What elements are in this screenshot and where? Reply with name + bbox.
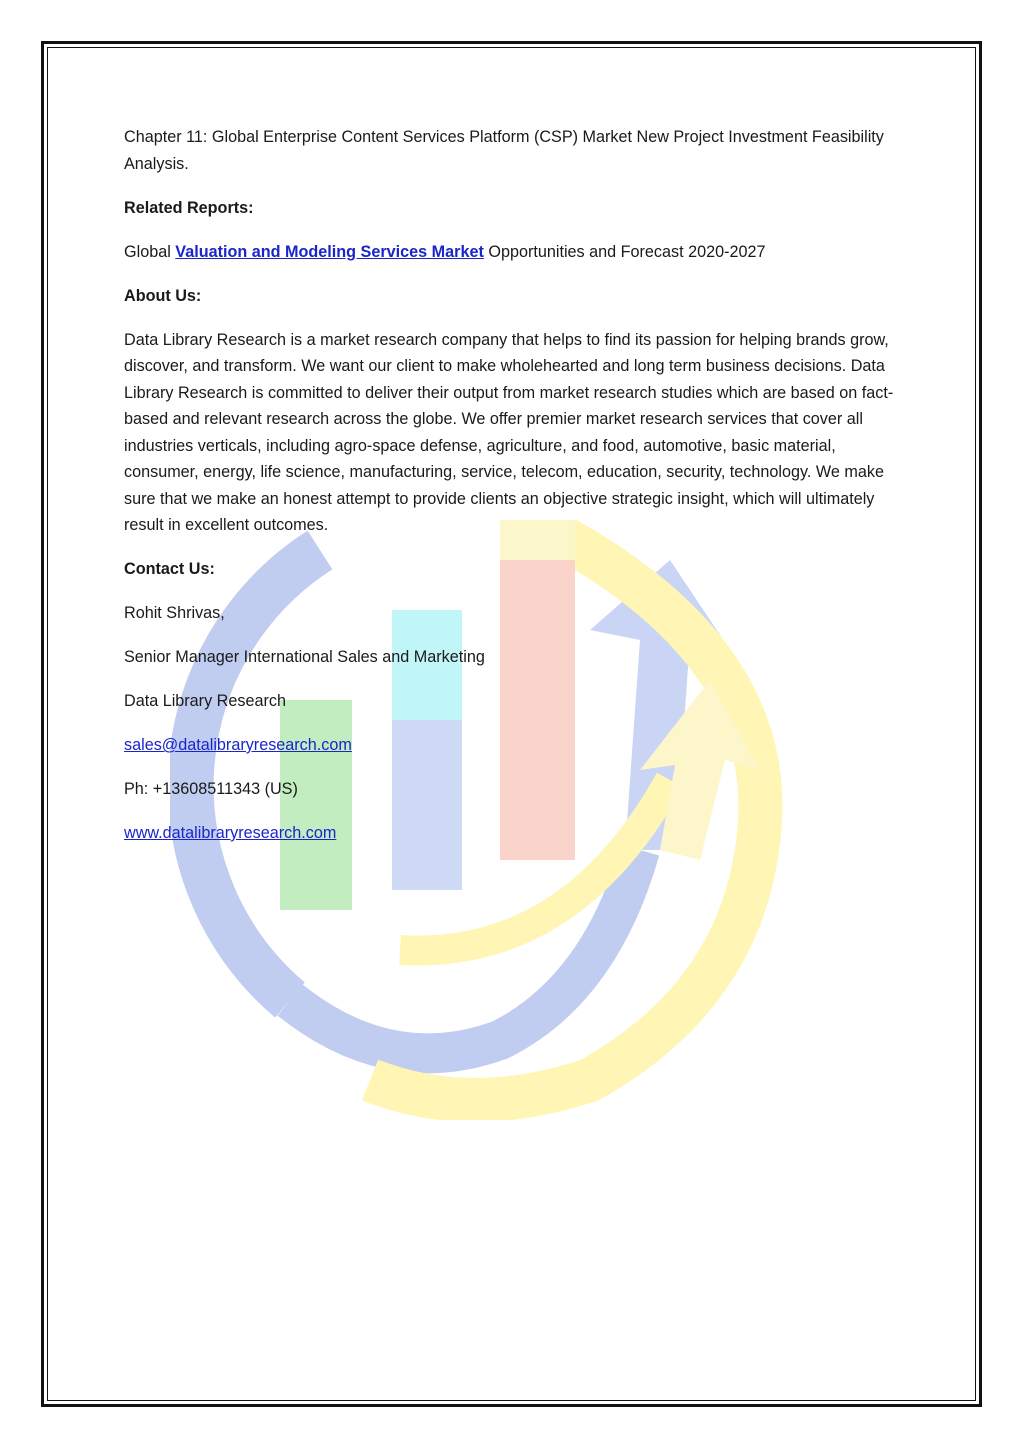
related-report-suffix: Opportunities and Forecast 2020-2027: [483, 242, 766, 261]
contact-email-link[interactable]: sales@datalibraryresearch.com: [124, 736, 352, 754]
contact-phone: Ph: +13608511343 (US): [124, 780, 298, 798]
related-report-line: [124, 239, 894, 266]
chapter-line: Chapter 11: Global Enterprise Content Services Platform (CSP) Market New Project Investment Feasibility Analysis.: [124, 128, 884, 173]
about-heading: About Us:: [124, 286, 202, 305]
contact-company: Data Library Research: [124, 692, 286, 710]
contact-heading: Contact Us:: [124, 560, 215, 578]
contact-email-line: [124, 732, 894, 759]
contact-title: Senior Manager International Sales and Marketing: [124, 648, 485, 666]
about-paragraph: Data Library Research is a market research company that helps to find its passion for helping brands grow, discover, and transform. We want our client to make wholehearted and long term business decisions. Data Library Research is committed to deliver their output from market research studies which are based on fact-based and relevant research across the globe. We offer premier market research services that cover all industries verticals, including agro-space defense, agriculture, and food, automotive, basic material, consumer, energy, life science, manufacturing, service, telecom, education, security, technology. We make sure that we make an honest attempt to provide clients an objective strategic insight, which will ultimately result in excellent outcomes.: [124, 330, 894, 534]
document-body: [124, 124, 894, 864]
related-report-link[interactable]: Valuation and Modeling Services Market: [175, 242, 484, 261]
related-reports-heading: Related Reports:: [124, 198, 254, 217]
contact-name: Rohit Shrivas,: [124, 604, 225, 622]
related-report-prefix: Global: [124, 242, 176, 261]
contact-website-line: [124, 820, 894, 847]
contact-website-link[interactable]: www.datalibraryresearch.com: [124, 824, 337, 842]
